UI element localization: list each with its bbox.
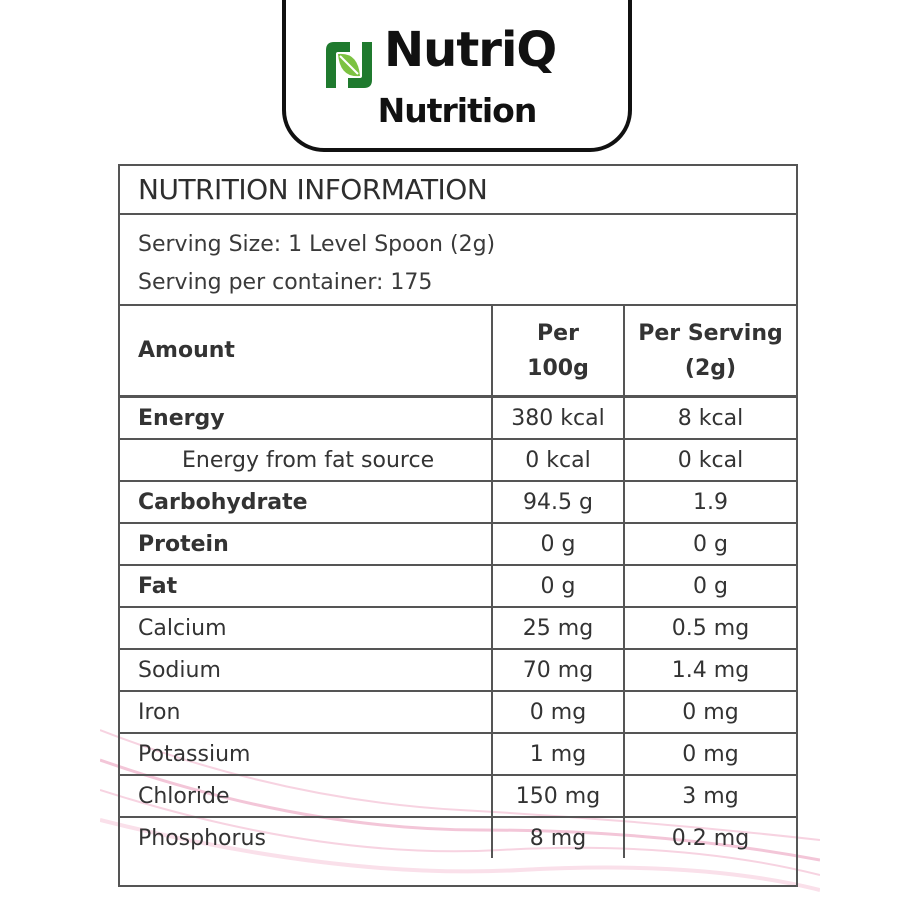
value-per-serving: 0.2 mg — [624, 817, 796, 858]
value-per-serving: 0 g — [624, 523, 796, 565]
value-per-serving: 3 mg — [624, 775, 796, 817]
value-per-serving: 0 mg — [624, 733, 796, 775]
value-per-100g: 380 kcal — [492, 397, 624, 440]
table-row — [120, 565, 796, 607]
header-amount: Amount — [120, 306, 492, 397]
value-per-100g: 150 mg — [492, 775, 624, 817]
brand-logo-box — [282, 0, 632, 152]
table-row — [120, 607, 796, 649]
table-row — [120, 481, 796, 523]
table-row — [120, 523, 796, 565]
header-per-serving: Per Serving (2g) — [624, 306, 796, 397]
table-row — [120, 649, 796, 691]
value-per-serving: 0 kcal — [624, 439, 796, 481]
nutrient-name: Carbohydrate — [120, 481, 492, 523]
table-row — [120, 439, 796, 481]
serving-size: Serving Size: 1 Level Spoon (2g) — [138, 232, 496, 257]
value-per-serving: 1.9 — [624, 481, 796, 523]
value-per-100g: 70 mg — [492, 649, 624, 691]
serving-info — [120, 215, 796, 306]
leaf-n-icon — [320, 36, 378, 94]
nutrient-rows — [120, 397, 796, 859]
nutrient-name: Iron — [120, 691, 492, 733]
table-row — [120, 775, 796, 817]
value-per-serving: 0.5 mg — [624, 607, 796, 649]
nutrient-name: Calcium — [120, 607, 492, 649]
brand-name: NutriQ — [384, 22, 557, 78]
value-per-100g: 94.5 g — [492, 481, 624, 523]
value-per-100g: 0 kcal — [492, 439, 624, 481]
nutrition-label — [118, 164, 798, 887]
value-per-100g: 0 g — [492, 523, 624, 565]
value-per-serving: 8 kcal — [624, 397, 796, 440]
nutrient-name: Fat — [120, 565, 492, 607]
nutrient-name: Energy from fat source — [120, 439, 492, 481]
nutrient-name: Sodium — [120, 649, 492, 691]
table-row — [120, 691, 796, 733]
table-row — [120, 817, 796, 858]
nutrient-name: Phosphorus — [120, 817, 492, 858]
value-per-100g: 25 mg — [492, 607, 624, 649]
nutrient-name: Energy — [120, 397, 492, 440]
brand-subtitle: Nutrition — [377, 91, 537, 130]
nutrient-name: Potassium — [120, 733, 492, 775]
nutrition-table — [120, 306, 796, 858]
nutrient-name: Chloride — [120, 775, 492, 817]
value-per-100g: 8 mg — [492, 817, 624, 858]
header-per-100g: Per 100g — [492, 306, 624, 397]
value-per-serving: 0 g — [624, 565, 796, 607]
servings-per-container: Serving per container: 175 — [138, 270, 433, 295]
table-header-row — [120, 306, 796, 397]
value-per-100g: 0 g — [492, 565, 624, 607]
table-row — [120, 733, 796, 775]
value-per-serving: 1.4 mg — [624, 649, 796, 691]
value-per-100g: 0 mg — [492, 691, 624, 733]
nutrient-name: Protein — [120, 523, 492, 565]
value-per-serving: 0 mg — [624, 691, 796, 733]
value-per-100g: 1 mg — [492, 733, 624, 775]
label-title: NUTRITION INFORMATION — [120, 166, 796, 215]
table-row — [120, 397, 796, 440]
